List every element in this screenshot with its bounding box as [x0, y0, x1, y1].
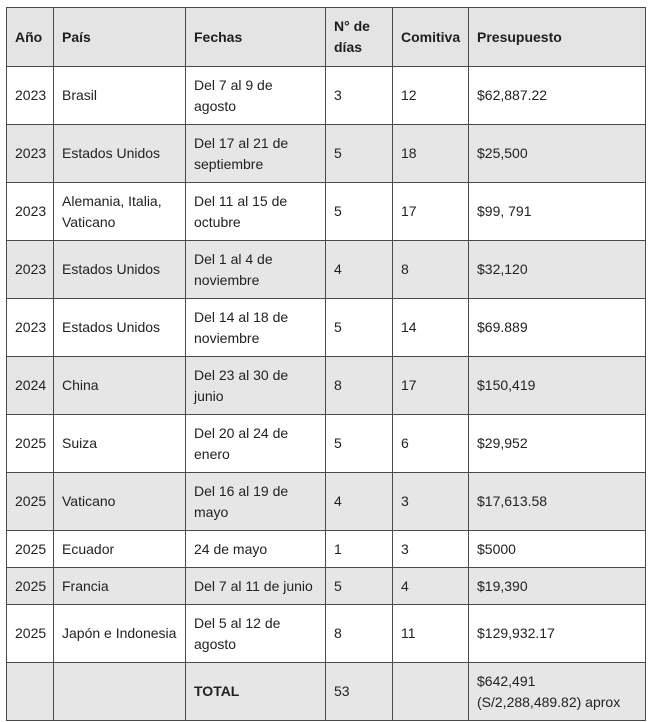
table-row: [7, 67, 646, 125]
cell-fechas: Del 20 al 24 de enero: [186, 415, 326, 473]
cell-presupuesto: $25,500: [469, 125, 646, 183]
cell-dias: 5: [326, 299, 393, 357]
cell-fechas: Del 16 al 19 de mayo: [186, 473, 326, 531]
table-row: [7, 605, 646, 663]
cell-pais: China: [54, 357, 186, 415]
header-fechas: Fechas: [186, 8, 326, 67]
cell-dias: 5: [326, 125, 393, 183]
cell-pais: Estados Unidos: [54, 241, 186, 299]
cell-fechas: Del 7 al 9 de agosto: [186, 67, 326, 125]
cell-pais: Suiza: [54, 415, 186, 473]
total-row: [7, 663, 646, 721]
cell-fechas: Del 5 al 12 de agosto: [186, 605, 326, 663]
cell-fechas: Del 11 al 15 de octubre: [186, 183, 326, 241]
cell-anio: 2025: [7, 415, 54, 473]
total-label: TOTAL: [186, 663, 326, 721]
cell-comitiva: 17: [393, 183, 469, 241]
cell-dias: 5: [326, 415, 393, 473]
cell-presupuesto: $150,419: [469, 357, 646, 415]
table-row: [7, 299, 646, 357]
cell-comitiva: 18: [393, 125, 469, 183]
cell-pais: Alemania, Italia, Vaticano: [54, 183, 186, 241]
cell-comitiva: 6: [393, 415, 469, 473]
cell-fechas: Del 7 al 11 de junio: [186, 568, 326, 605]
cell-presupuesto: $32,120: [469, 241, 646, 299]
cell-anio: 2025: [7, 568, 54, 605]
cell-fechas: Del 23 al 30 de junio: [186, 357, 326, 415]
cell-dias: 8: [326, 605, 393, 663]
cell-dias: 4: [326, 473, 393, 531]
total-presupuesto: $642,491 (S/2,288,489.82) aprox: [469, 663, 646, 721]
cell-anio: 2023: [7, 299, 54, 357]
table-row: [7, 415, 646, 473]
cell-comitiva: 17: [393, 357, 469, 415]
cell-comitiva: 3: [393, 531, 469, 568]
cell-anio: 2025: [7, 531, 54, 568]
cell-presupuesto: $19,390: [469, 568, 646, 605]
cell-anio: 2024: [7, 357, 54, 415]
cell-anio: 2025: [7, 605, 54, 663]
table-header-row: [7, 8, 646, 67]
cell-presupuesto: $17,613.58: [469, 473, 646, 531]
cell-pais: Ecuador: [54, 531, 186, 568]
header-dias: N° de días: [326, 8, 393, 67]
cell-presupuesto: $5000: [469, 531, 646, 568]
travel-budget-table: [6, 7, 646, 721]
cell-dias: 1: [326, 531, 393, 568]
cell-pais: Francia: [54, 568, 186, 605]
cell-pais: Estados Unidos: [54, 299, 186, 357]
cell-comitiva: 12: [393, 67, 469, 125]
cell-comitiva: 4: [393, 568, 469, 605]
cell-fechas: 24 de mayo: [186, 531, 326, 568]
cell-pais: Brasil: [54, 67, 186, 125]
cell-pais: Estados Unidos: [54, 125, 186, 183]
cell-anio: 2023: [7, 125, 54, 183]
table-row: [7, 241, 646, 299]
cell-presupuesto: $29,952: [469, 415, 646, 473]
cell-anio: 2023: [7, 183, 54, 241]
table-row: [7, 125, 646, 183]
header-pais: País: [54, 8, 186, 67]
table-row: [7, 183, 646, 241]
cell-pais: Japón e Indonesia: [54, 605, 186, 663]
cell-presupuesto: $62,887.22: [469, 67, 646, 125]
table-row: [7, 531, 646, 568]
total-empty-anio: [7, 663, 54, 721]
cell-comitiva: 8: [393, 241, 469, 299]
cell-comitiva: 14: [393, 299, 469, 357]
cell-dias: 8: [326, 357, 393, 415]
header-comitiva: Comitiva: [393, 8, 469, 67]
total-empty-pais: [54, 663, 186, 721]
cell-dias: 3: [326, 67, 393, 125]
cell-presupuesto: $69.889: [469, 299, 646, 357]
cell-presupuesto: $129,932.17: [469, 605, 646, 663]
cell-dias: 4: [326, 241, 393, 299]
cell-comitiva: 3: [393, 473, 469, 531]
header-anio: Año: [7, 8, 54, 67]
header-presupuesto: Presupuesto: [469, 8, 646, 67]
table-row: [7, 473, 646, 531]
cell-anio: 2023: [7, 241, 54, 299]
table-row: [7, 357, 646, 415]
cell-anio: 2023: [7, 67, 54, 125]
cell-fechas: Del 1 al 4 de noviembre: [186, 241, 326, 299]
cell-pais: Vaticano: [54, 473, 186, 531]
total-dias: 53: [326, 663, 393, 721]
cell-dias: 5: [326, 568, 393, 605]
cell-dias: 5: [326, 183, 393, 241]
cell-presupuesto: $99, 791: [469, 183, 646, 241]
total-empty-comitiva: [393, 663, 469, 721]
table-row: [7, 568, 646, 605]
cell-comitiva: 11: [393, 605, 469, 663]
cell-fechas: Del 17 al 21 de septiembre: [186, 125, 326, 183]
cell-anio: 2025: [7, 473, 54, 531]
cell-fechas: Del 14 al 18 de noviembre: [186, 299, 326, 357]
